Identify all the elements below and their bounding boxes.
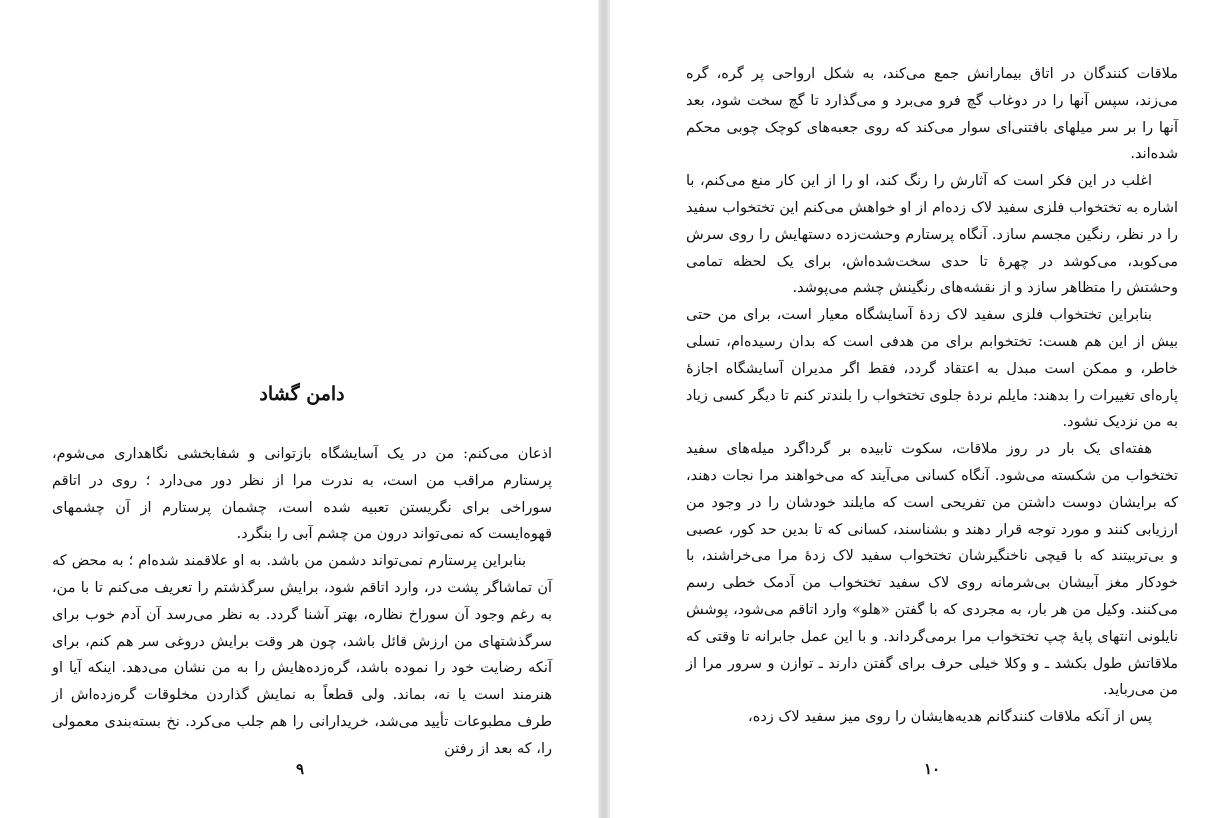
right-page-body <box>686 61 1178 731</box>
left-paragraph-2: بنابراین پرستارم نمی‌تواند دشمن من باشد. به او علاقمند شده‌ام ؛ به محض که آن تماشاگر پشت در، وارد اتاقم شود، برایش سرگذشتم را تعریف می‌کنم تا با من، به رغم وجود آن سوراخ نظاره، بهتر آشنا گردد. به نظر می‌رسد آن آدم خوب برای سرگذشتهای من ارزش قائل باشد، چون هر وقت برایش دروغی سر هم کنم، برای آنکه رضایت خود را نموده باشد، گره‌زده‌هایش را به من نشان می‌دهد. اینکه آیا او هنرمند است یا نه، بماند. ولی قطعاً به نمایش گذاردن مخلوقات گره‌زده‌اش از طرف مطبوعات تأیید می‌شد، خریدارانی را هم جلب می‌کرد. نخ بسته‌بندی معمولی را، که بعد از رفتن <box>52 553 552 757</box>
left-paragraph-1: اذعان می‌کنم: من در یک آسایشگاه بازتوانی و شفابخشی نگاهداری می‌شوم، پرستارم مراقب من است، به ندرت مرا از نظر دور می‌دارد ؛ روی در اتاقم سوراخی برای نگریستن تعبیه شده است، چشمان پرستارم از آن چشمهای قهوه‌ایست که نمی‌تواند درون من چشم آبی را بنگرد. <box>52 446 552 543</box>
right-paragraph-5: پس از آنکه ملاقات کنندگانم هدیه‌هایشان را روی میز سفید لاک زده، <box>748 709 1152 726</box>
right-paragraph-3: بنابراین تختخواب فلزی سفید لاک زدهٔ آسایشگاه معیار است، برای من حتی بیش از این هم هست: تختخوابم برای من هدفی است که بدان رسیده‌ام، تسلی خاطر، و ممکن است مبدل به اعتقاد گردد، فقط اگر مدیران آسایشگاه اجازهٔ پاره‌ای تغییرات را بدهند: مایلم نردهٔ جلوی تختخواب را بلندتر کنم تا دیگر کسی زیاد به من نزدیک نشود. <box>686 307 1178 431</box>
right-paragraph-1: ملاقات کنندگان در اتاق بیمارانش جمع می‌کند، به شکل ارواحی پر گره، گره می‌زند، سپس آنها را در دوغاب گچ فرو می‌برد و می‌گذارد تا گچ سخت شود، بعد آنها را بر سر میلهای بافتنی‌ای سوار می‌کند که روی جعبه‌های کوچک چوبی محکم شده‌اند. <box>686 66 1178 163</box>
right-paragraph-4: هفته‌ای یک بار در روز ملاقات، سکوت تابیده بر گرداگرد میله‌های سفید تختخواب من شکسته می‌شود. آنگاه کسانی می‌آیند که می‌خواهند مرا نجات دهند، که برایشان دوست داشتن من تفریحی است که مایلند خودشان را در وجود من ارزیابی کنند و مورد توجه قرار دهند و بشناسند، کسانی که تا بدین حد کور، عصبی و بی‌تربیتند که با قیچی ناخنگیرشان تختخواب سفید لاک زدهٔ مرا می‌خراشند، با خودکار مغز آبیشان بی‌شرمانه روی لاک سفید تختخواب من آدمک خطی رسم می‌کنند. وکیل من هر بار، به مجردی که با گفتن «هلو» وارد اتاقم می‌شود، پوشش نایلونی انتهای پایهٔ چپ تختخواب مرا برمی‌گرداند. و با این عمل جابرانه تا وقتی که ملاقاتش طول بکشد ـ و وکلا خیلی حرف برای گفتن دارند ـ توازن و سرور مرا از من می‌رباید. <box>686 441 1178 699</box>
right-page-number: ۱۰ <box>923 760 941 778</box>
left-page-body <box>52 441 552 763</box>
left-page-number: ۹ <box>295 760 305 778</box>
book-gutter <box>598 0 610 818</box>
chapter-title: دامن گشاد <box>259 383 345 405</box>
right-paragraph-2: اغلب در این فکر است که آثارش را رنگ کند، او را از این کار منع می‌کنم، با اشاره به تختخواب فلزی سفید لاک زده‌ام از او خواهش می‌کنم این تختخواب سفید را در نظر، رنگین مجسم سازد. آنگاه پرستارم وحشت‌زده دستهایش را روی سرش می‌کوبد، می‌کوشد در چهرهٔ تا حدی سخت‌شده‌اش، برای یک لحظه تمامی وحشتش را متظاهر سازد و از نقشه‌های رنگینش چشم می‌پوشد. <box>686 173 1178 297</box>
